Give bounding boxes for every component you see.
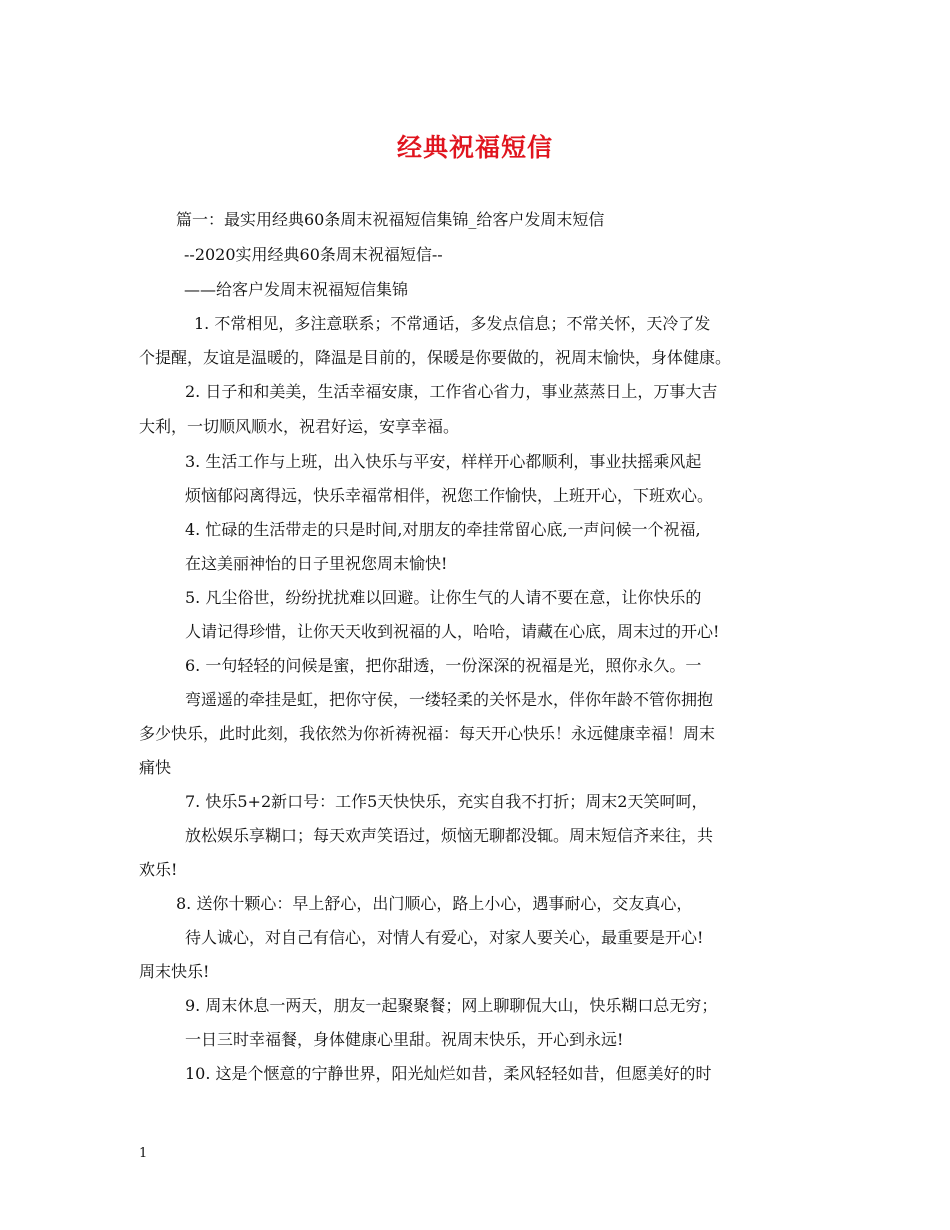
text-line: 4. 忙碌的生活带走的只是时间,对朋友的牵挂常留心底,一声问候一个祝福, <box>185 520 701 539</box>
text-line: 在这美丽神怡的日子里祝您周末愉快! <box>185 554 448 573</box>
text-line: 10. 这是个惬意的宁静世界，阳光灿烂如昔，柔风轻轻如昔，但愿美好的时 <box>185 1064 712 1083</box>
text-line: 痛快 <box>139 758 172 777</box>
text-line: 多少快乐，此时此刻，我依然为你祈祷祝福：每天开心快乐！永远健康幸福！周末 <box>139 724 716 743</box>
text-line: 个提醒，友谊是温暖的，降温是目前的，保暖是你要做的，祝周末愉快，身体健康。 <box>139 348 732 367</box>
text-line: 欢乐! <box>139 860 178 879</box>
text-line: 放松娱乐享糊口；每天欢声笑语过，烦恼无聊都没辄。周末短信齐来往，共 <box>185 826 714 845</box>
document-title: 经典祝福短信 <box>396 133 553 162</box>
text-line: 8. 送你十颗心：早上舒心，出门顺心，路上小心，遇事耐心，交友真心， <box>176 894 693 913</box>
text-line: 9. 周末休息一两天，朋友一起聚聚餐；网上聊聊侃大山，快乐糊口总无穷； <box>185 996 718 1015</box>
text-line: 弯遥遥的牵挂是虹，把你守侯，一缕轻柔的关怀是水，伴你年龄不管你拥抱 <box>185 690 714 709</box>
text-line: 待人诚心，对自己有信心，对情人有爱心，对家人要关心，最重要是开心! <box>185 928 704 947</box>
text-line: --2020实用经典60条周末祝福短信-- <box>184 245 443 264</box>
text-line: 篇一：最实用经典60条周末祝福短信集锦_给客户发周末短信 <box>176 210 605 229</box>
text-line: 烦恼郁闷离得远，快乐幸福常相伴，祝您工作愉快，上班开心，下班欢心。 <box>185 486 714 505</box>
text-line: 2. 日子和和美美，生活幸福安康，工作省心省力，事业蒸蒸日上，万事大吉 <box>185 382 718 401</box>
text-line: 周末快乐! <box>139 962 210 981</box>
text-line: ——给客户发周末祝福短信集锦 <box>184 280 409 299</box>
text-line: 7. 快乐5+2新口号：工作5天快快乐，充实自我不打折；周末2天笑呵呵， <box>185 792 708 811</box>
text-line: 大利，一切顺风顺水，祝君好运，安享幸福。 <box>139 417 460 436</box>
text-line: 1. 不常相见，多注意联系；不常通话，多发点信息；不常关怀，天冷了发 <box>194 314 711 333</box>
page-number: 1 <box>139 1146 148 1161</box>
text-line: 3. 生活工作与上班，出入快乐与平安，样样开心都顺利，事业扶摇乘风起 <box>185 452 702 471</box>
text-line: 5. 凡尘俗世，纷纷扰扰难以回避。让你生气的人请不要在意，让你快乐的 <box>185 588 702 607</box>
text-line: 一日三时幸福餐，身体健康心里甜。祝周末快乐，开心到永远! <box>185 1030 624 1049</box>
text-line: 人请记得珍惜，让你天天收到祝福的人，哈哈，请藏在心底，周末过的开心! <box>185 622 720 641</box>
text-line: 6. 一句轻轻的问候是蜜，把你甜透，一份深深的祝福是光，照你永久。一 <box>185 656 702 675</box>
